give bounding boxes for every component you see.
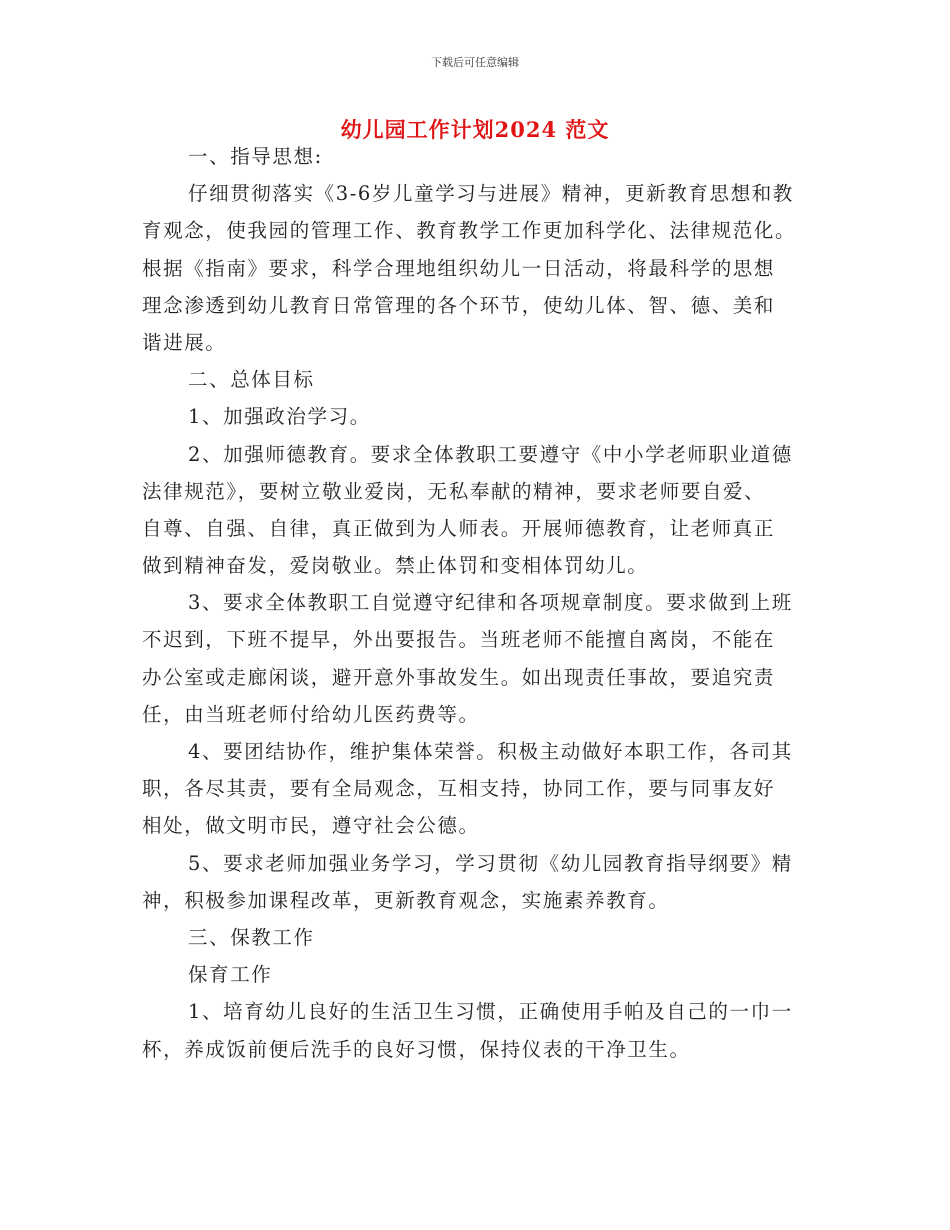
text-line: 根据《指南》要求，科学合理地组织幼儿一日活动，将最科学的思想 <box>142 256 776 280</box>
text-line: 4、要团结协作，维护集体荣誉。积极主动做好本职工作，各司其 <box>188 740 793 763</box>
text-line: 神，积极参加课程改革，更新教育观念，实施素养教育。 <box>142 888 670 912</box>
text-line: 职，各尽其责，要有全局观念，互相支持，协同工作，要与同事友好 <box>142 777 776 801</box>
text-line: 自尊、自强、自律，真正做到为人师表。开展师德教育，让老师真正 <box>142 516 776 540</box>
text-line: 三、保教工作 <box>188 925 315 949</box>
text-line: 保育工作 <box>188 963 273 987</box>
text-line: 谐进展。 <box>142 330 227 354</box>
text-line: 做到精神奋发，爱岗敬业。禁止体罚和变相体罚幼儿。 <box>142 554 649 578</box>
text-line: 2、加强师德教育。要求全体教职工要遵守《中小学老师职业道德 <box>188 442 793 466</box>
text-line: 理念渗透到幼儿教育日常管理的各个环节，使幼儿体、智、德、美和 <box>142 293 776 317</box>
text-line: 不迟到，下班不提早，外出要报告。当班老师不能擅自离岗，不能在 <box>142 628 776 652</box>
text-line: 二、总体目标 <box>188 368 315 392</box>
text-line: 一、指导思想: <box>188 145 323 168</box>
text-line: 法律规范》，要树立敬业爱岗，无私奉献的精神，要求老师要自爱、 <box>142 479 766 503</box>
document-title: 幼儿园工作计划2024 范文 <box>340 117 610 142</box>
header-note: 下载后可任意编辑 <box>431 56 519 69</box>
text-line: 1、培育幼儿良好的生活卫生习惯，正确使用手帕及自己的一巾一 <box>188 1000 793 1024</box>
text-line: 办公室或走廊闲谈，避开意外事故发生。如出现责任事故，要追究责 <box>142 665 776 689</box>
text-line: 5、要求老师加强业务学习，学习贯彻《幼儿园教育指导纲要》精 <box>188 851 793 875</box>
text-line: 3、要求全体教职工自觉遵守纪律和各项规章制度。要求做到上班 <box>188 591 793 615</box>
text-line: 相处，做文明市民，遵守社会公德。 <box>142 814 480 838</box>
document-body <box>142 138 810 1068</box>
text-line: 育观念，使我园的管理工作、教育教学工作更加科学化、法律规范化。 <box>142 219 797 243</box>
text-line: 任，由当班老师付给幼儿医药费等。 <box>142 702 480 726</box>
text-line: 仔细贯彻落实《3-6岁儿童学习与进展》精神，更新教育思想和教 <box>188 182 794 206</box>
text-line: 杯，养成饭前便后洗手的良好习惯，保持仪表的干净卫生。 <box>142 1037 691 1061</box>
text-line: 1、加强政治学习。 <box>188 405 371 429</box>
